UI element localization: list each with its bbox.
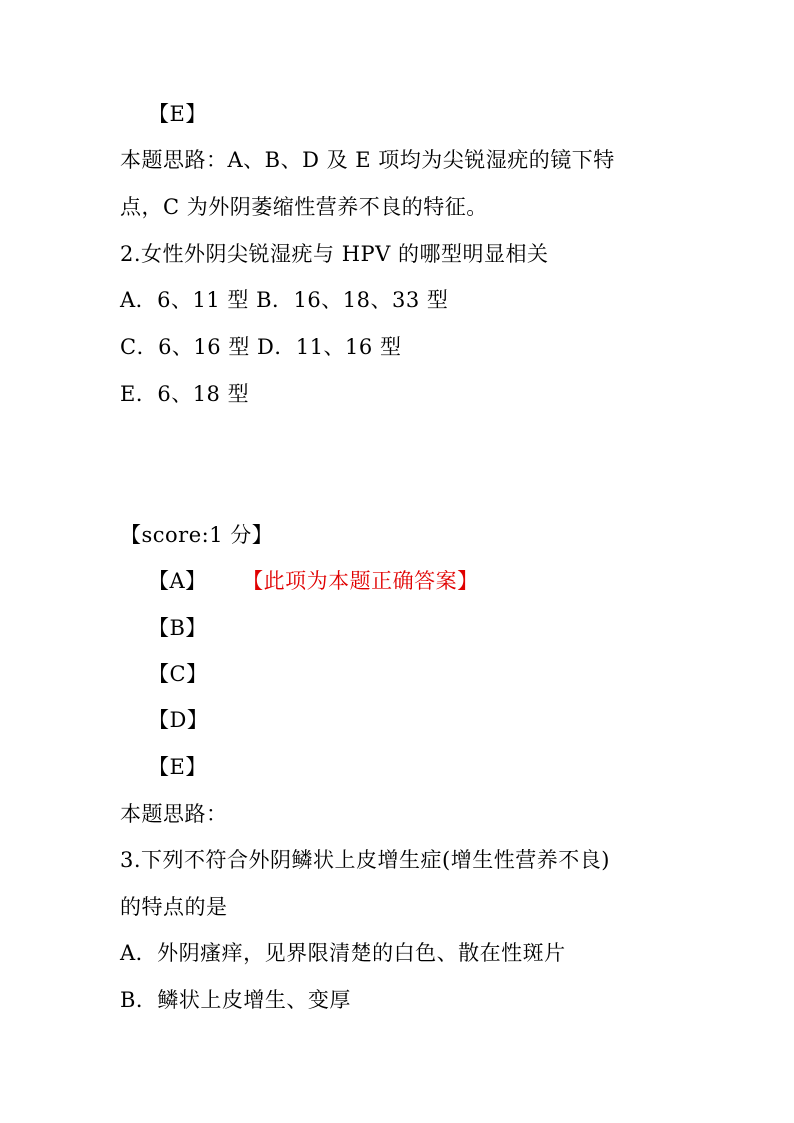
q3-option-b: B．鳞状上皮增生、变厚 (120, 988, 351, 1012)
prev-explanation-line2: 点，C 为外阴萎缩性营养不良的特征。 (120, 195, 488, 219)
q2-options-line1: A．6、11 型 B．16、18、33 型 (120, 288, 449, 312)
q3-stem-line1: 3.下列不符合外阴鳞状上皮增生症(增生性营养不良) (120, 848, 610, 872)
q2-score: 【score:1 分】 (120, 523, 274, 547)
q3-option-a: A．外阴瘙痒，见界限清楚的白色、散在性斑片 (120, 941, 566, 965)
q2-choice-e: 【E】 (148, 755, 207, 779)
q3-stem-line2: 的特点的是 (120, 895, 228, 919)
q2-options-line2: C．6、16 型 D．11、16 型 (120, 335, 402, 359)
q2-stem: 2.女性外阴尖锐湿疣与 HPV 的哪型明显相关 (120, 242, 549, 266)
q2-options-line3: E．6、18 型 (120, 382, 250, 406)
q2-choice-d: 【D】 (148, 708, 209, 732)
q2-explanation: 本题思路： (120, 802, 228, 826)
q2-choice-a-row (148, 566, 479, 596)
q2-choice-c: 【C】 (148, 662, 208, 686)
correct-answer-note: 【此项为本题正确答案】 (252, 569, 479, 593)
q2-choice-a: 【A】 (148, 569, 207, 593)
prev-option-e: 【E】 (148, 102, 207, 126)
prev-explanation-line1: 本题思路：A、B、D 及 E 项均为尖锐湿疣的镜下特 (120, 148, 615, 172)
q2-choice-b: 【B】 (148, 616, 207, 640)
